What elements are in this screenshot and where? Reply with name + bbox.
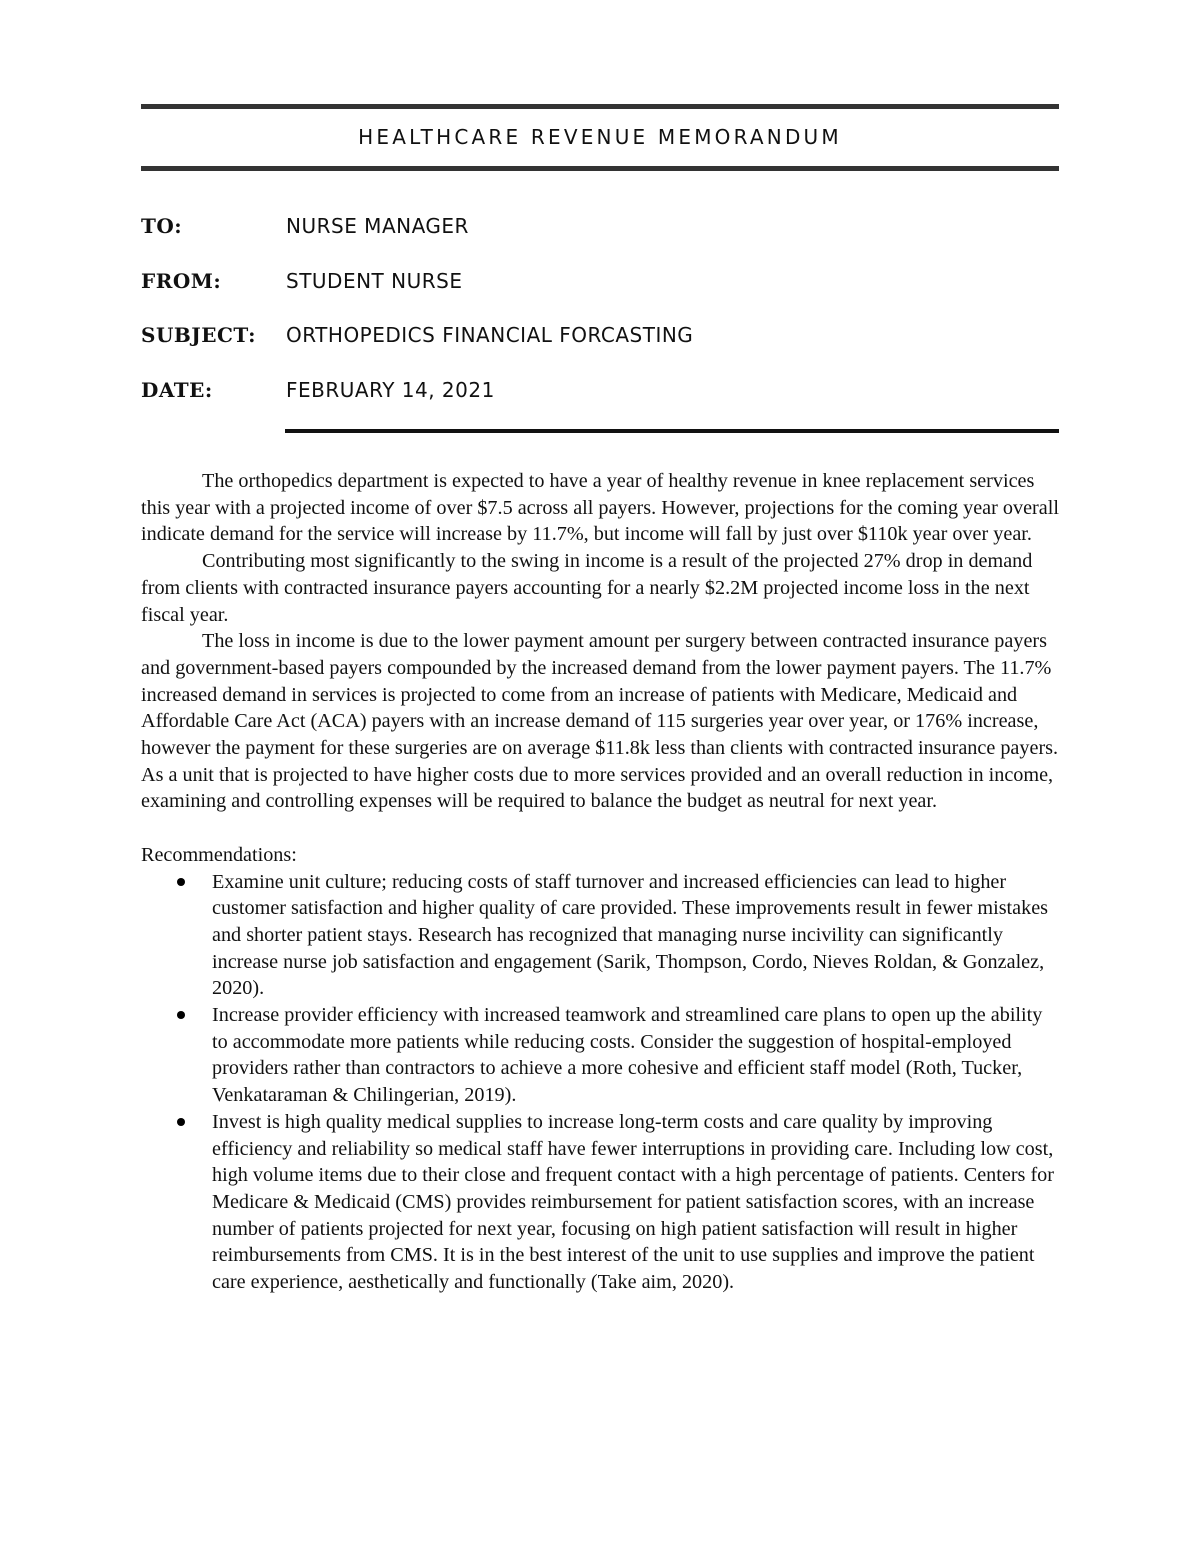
paragraph-income-loss: The loss in income is due to the lower payment amount per surgery between contracted insurance payers and government-based payers compounded by the increased demand from the lower payment payers. The 11.7% increased demand in services is projected to come from an increase of patients with Medicare, Medicaid and Affordable Care Act (ACA) payers with an increase demand of 115 surgeries year over year, or 176% increase, however the payment for these surgeries are on average $11.8k less than clients with contracted insurance payers. bbox=[141, 630, 1059, 760]
to-label: TO: bbox=[141, 214, 183, 238]
bullet-icon bbox=[177, 1011, 185, 1019]
from-value: STUDENT NURSE bbox=[286, 269, 463, 293]
spacer bbox=[141, 815, 1059, 842]
subject-value: ORTHOPEDICS FINANCIAL FORCASTING bbox=[286, 323, 694, 347]
memo-body bbox=[141, 468, 1059, 1296]
recommendation-text: Invest is high quality medical supplies to increase long-term costs and care quality by improving efficiency and reliability so medical staff have fewer interruptions in providing care. Including low cost, high volume items due to their close and frequent contact with a high percentage of patients. Centers for Medicare & Medicaid (CMS) provides reimbursement for patient satisfaction scores, with an increase number of patients projected for next year, focusing on high patient satisfaction will result in higher reimbursements from CMS. It is in the best interest of the unit to use supplies and improve the patient care experience, aesthetically and functionally (Take aim, 2020). bbox=[212, 1110, 1055, 1294]
paragraph-expenses: As a unit that is projected to have higher costs due to more services provided and an overall reduction in income, examining and controlling expenses will be required to balance the budget as neutral for next year. bbox=[141, 763, 1054, 813]
subject-label: SUBJECT: bbox=[141, 323, 256, 347]
to-value: NURSE MANAGER bbox=[286, 214, 469, 238]
bullet-icon bbox=[177, 878, 185, 886]
list-item bbox=[141, 1002, 1059, 1109]
date-value: FEBRUARY 14, 2021 bbox=[286, 378, 495, 402]
recommendations-list bbox=[141, 869, 1059, 1296]
recommendation-text: Examine unit culture; reducing costs of staff turnover and increased efficiencies can lead to higher customer satisfaction and higher quality of care provided. These improvements result in fewer mistakes and shorter patient stays. Research has recognized that managing nurse incivility can significantly increase nurse job satisfaction and engagement (Sarik, Thompson, Cordo, Nieves Roldan, & Gonzalez, 2020). bbox=[212, 870, 1049, 1000]
recommendation-text: Increase provider efficiency with increased teamwork and streamlined care plans to open up the ability to accommodate more patients while reducing costs. Consider the suggestion of hospital-employed providers rather than contractors to achieve a more cohesive and efficient staff model (Roth, Tucker, Venkataraman & Chilingerian, 2019). bbox=[212, 1004, 1043, 1107]
header-divider bbox=[285, 429, 1059, 433]
paragraph-revenue-outlook: The orthopedics department is expected to have a year of healthy revenue in knee replacement services this year with a projected income of over $7.5 across all payers. However, projections for the coming year overall indicate demand for the service will increase by 11.7%, but income will fall by just over $110k year over year. bbox=[141, 470, 1059, 546]
list-item bbox=[141, 1109, 1059, 1296]
title-bottom-rule bbox=[141, 166, 1059, 171]
recommendations-heading: Recommendations: bbox=[141, 843, 297, 866]
paragraph-demand-drop: Contributing most significantly to the swing in income is a result of the projected 27% drop in demand from clients with contracted insurance payers accounting for a nearly $2.2M projected income loss in the next fiscal year. bbox=[141, 550, 1033, 626]
date-label: DATE: bbox=[141, 378, 213, 402]
list-item bbox=[141, 869, 1059, 1003]
top-rule bbox=[141, 104, 1059, 109]
memo-title: HEALTHCARE REVENUE MEMORANDUM bbox=[358, 125, 842, 149]
bullet-icon bbox=[177, 1118, 185, 1126]
from-label: FROM: bbox=[141, 269, 222, 293]
